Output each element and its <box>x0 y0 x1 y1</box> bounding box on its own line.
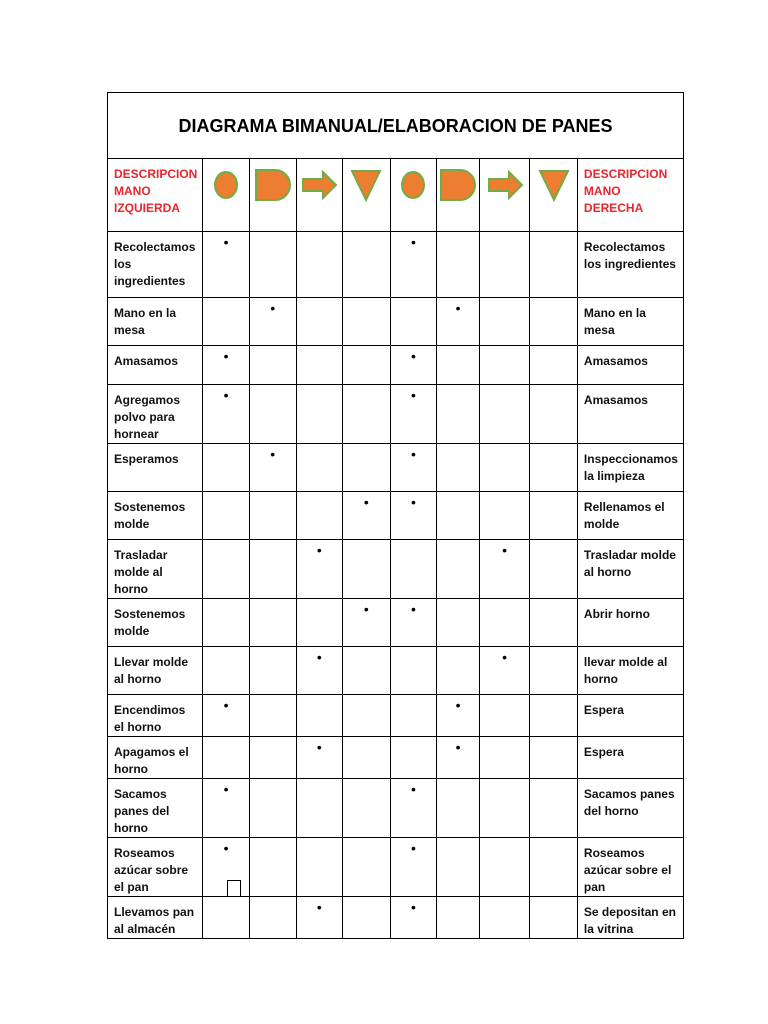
symbol-cell <box>203 346 250 385</box>
symbol-cell <box>390 737 437 779</box>
right-hand-description: Mano en la mesa <box>577 298 683 346</box>
transport-icon <box>299 167 339 203</box>
right-hand-mark: • <box>410 781 416 797</box>
symbol-cell <box>249 385 296 444</box>
symbol-cell <box>343 599 391 647</box>
symbol-cell <box>249 779 296 838</box>
storage-icon <box>534 167 574 203</box>
symbol-cell <box>530 540 578 599</box>
left-hand-description: Roseamos azúcar sobre el pan <box>108 838 203 897</box>
symbol-cell <box>296 444 343 492</box>
symbol-cell <box>203 647 250 695</box>
symbol-cell <box>390 444 437 492</box>
table-row <box>108 695 684 737</box>
right-hand-mark: • <box>410 234 416 250</box>
symbol-cell <box>249 492 296 540</box>
symbol-cell <box>437 540 480 599</box>
symbol-cell <box>343 779 391 838</box>
left-hand-header: DESCRIPCION MANO IZQUIERDA <box>108 159 203 232</box>
delay-icon <box>438 167 478 203</box>
symbol-cell <box>530 444 578 492</box>
delay-icon <box>253 167 293 203</box>
right-hand-description: Amasamos <box>577 385 683 444</box>
symbol-cell <box>203 298 250 346</box>
header-row <box>108 159 684 232</box>
symbol-cell <box>530 737 578 779</box>
symbol-cell <box>437 444 480 492</box>
right-hand-mark: • <box>410 446 416 462</box>
symbol-cell <box>203 779 250 838</box>
table-row <box>108 385 684 444</box>
symbol-cell <box>249 599 296 647</box>
symbol-cell <box>249 737 296 779</box>
symbol-cell <box>343 444 391 492</box>
symbol-cell <box>479 298 530 346</box>
right-hand-description: Amasamos <box>577 346 683 385</box>
right-hand-mark: • <box>410 840 416 856</box>
symbol-cell <box>437 897 480 939</box>
symbol-cell <box>343 232 391 298</box>
symbol-cell <box>203 492 250 540</box>
symbol-cell <box>296 897 343 939</box>
table-row <box>108 444 684 492</box>
right-hand-description: Inspeccionamos la limpieza <box>577 444 683 492</box>
left-hand-mark: • <box>270 300 276 316</box>
symbol-cell <box>390 779 437 838</box>
right-hand-mark: • <box>455 739 461 755</box>
symbol-cell <box>343 897 391 939</box>
symbol-cell <box>390 385 437 444</box>
symbol-cell <box>390 492 437 540</box>
right-hand-description: Roseamos azúcar sobre el pan <box>577 838 683 897</box>
symbol-cell <box>479 385 530 444</box>
symbol-cell <box>249 540 296 599</box>
left-hand-description: Esperamos <box>108 444 203 492</box>
left-hand-mark: • <box>363 494 369 510</box>
right-hand-header: DESCRIPCION MANO DERECHA <box>577 159 683 232</box>
left-hand-mark: • <box>316 649 322 665</box>
symbol-cell <box>479 737 530 779</box>
symbol-header-cell <box>390 159 437 232</box>
symbol-cell <box>296 779 343 838</box>
right-hand-mark: • <box>455 300 461 316</box>
right-hand-mark: • <box>502 542 508 558</box>
symbol-cell <box>530 599 578 647</box>
symbol-cell <box>479 779 530 838</box>
left-hand-description: Sostenemos molde <box>108 492 203 540</box>
symbol-cell <box>203 540 250 599</box>
symbol-cell <box>343 838 391 897</box>
left-hand-mark: • <box>363 601 369 617</box>
left-hand-mark: • <box>270 446 276 462</box>
symbol-cell <box>249 838 296 897</box>
left-hand-description: Sostenemos molde <box>108 599 203 647</box>
right-hand-description: llevar molde al horno <box>577 647 683 695</box>
symbol-cell <box>249 647 296 695</box>
symbol-cell <box>437 695 480 737</box>
symbol-cell <box>296 838 343 897</box>
symbol-cell <box>390 346 437 385</box>
symbol-cell <box>343 540 391 599</box>
right-hand-mark: • <box>410 601 416 617</box>
left-hand-mark: • <box>223 840 229 856</box>
page-title: DIAGRAMA BIMANUAL/ELABORACION DE PANES <box>107 92 684 159</box>
table-row <box>108 492 684 540</box>
symbol-cell <box>296 737 343 779</box>
symbol-cell <box>296 385 343 444</box>
symbol-cell <box>343 298 391 346</box>
left-hand-description: Llevamos pan al almacén <box>108 897 203 939</box>
left-hand-mark: • <box>223 697 229 713</box>
symbol-cell <box>390 232 437 298</box>
symbol-cell <box>343 346 391 385</box>
right-hand-mark: • <box>410 348 416 364</box>
symbol-cell <box>437 647 480 695</box>
symbol-cell <box>479 346 530 385</box>
right-hand-description: Espera <box>577 695 683 737</box>
symbol-cell <box>479 695 530 737</box>
right-hand-description: Abrir horno <box>577 599 683 647</box>
symbol-cell <box>296 647 343 695</box>
symbol-cell <box>479 838 530 897</box>
right-hand-description: Trasladar molde al horno <box>577 540 683 599</box>
symbol-header-cell <box>437 159 480 232</box>
symbol-cell <box>296 492 343 540</box>
symbol-cell <box>343 647 391 695</box>
left-hand-mark: • <box>316 899 322 915</box>
symbol-cell <box>203 232 250 298</box>
symbol-cell <box>437 838 480 897</box>
left-hand-mark: • <box>223 234 229 250</box>
symbol-cell <box>203 444 250 492</box>
symbol-cell <box>437 385 480 444</box>
table-row <box>108 737 684 779</box>
right-hand-mark: • <box>455 697 461 713</box>
document <box>107 92 684 936</box>
symbol-header-cell <box>296 159 343 232</box>
right-hand-mark: • <box>410 387 416 403</box>
left-hand-description: Trasladar molde al horno <box>108 540 203 599</box>
symbol-cell <box>343 385 391 444</box>
symbol-cell <box>390 838 437 897</box>
symbol-cell <box>390 647 437 695</box>
symbol-cell <box>530 492 578 540</box>
symbol-cell <box>249 232 296 298</box>
symbol-cell <box>530 232 578 298</box>
left-hand-mark: • <box>223 781 229 797</box>
symbol-cell <box>296 540 343 599</box>
symbol-header-cell <box>479 159 530 232</box>
left-hand-mark: • <box>316 542 322 558</box>
symbol-cell <box>530 897 578 939</box>
symbol-cell <box>479 599 530 647</box>
left-hand-mark: • <box>223 387 229 403</box>
table-row <box>108 298 684 346</box>
symbol-cell <box>296 599 343 647</box>
symbol-cell <box>530 385 578 444</box>
table-row <box>108 232 684 298</box>
symbol-cell <box>249 346 296 385</box>
left-hand-mark: • <box>316 739 322 755</box>
right-hand-mark: • <box>502 649 508 665</box>
symbol-cell <box>390 695 437 737</box>
symbol-header-cell <box>203 159 250 232</box>
symbol-cell <box>479 897 530 939</box>
table-row <box>108 838 684 897</box>
symbol-cell <box>390 897 437 939</box>
left-hand-description: Sacamos panes del horno <box>108 779 203 838</box>
symbol-cell <box>203 695 250 737</box>
symbol-cell <box>203 897 250 939</box>
symbol-cell <box>479 540 530 599</box>
symbol-cell <box>390 298 437 346</box>
table-row <box>108 647 684 695</box>
symbol-cell <box>296 298 343 346</box>
table-row <box>108 540 684 599</box>
right-hand-description: Espera <box>577 737 683 779</box>
left-hand-description: Recolectamos los ingredientes <box>108 232 203 298</box>
table-row <box>108 779 684 838</box>
symbol-cell <box>296 695 343 737</box>
left-hand-description: Agregamos polvo para hornear <box>108 385 203 444</box>
transport-icon <box>485 167 525 203</box>
symbol-cell <box>343 492 391 540</box>
right-hand-description: Se depositan en la vitrina <box>577 897 683 939</box>
symbol-cell <box>530 695 578 737</box>
storage-icon <box>346 167 386 203</box>
operation-icon <box>206 167 246 203</box>
symbol-cell <box>249 897 296 939</box>
symbol-cell <box>530 298 578 346</box>
symbol-cell <box>437 492 480 540</box>
right-hand-mark: • <box>410 899 416 915</box>
symbol-header-cell <box>530 159 578 232</box>
symbol-cell <box>437 232 480 298</box>
table-row <box>108 346 684 385</box>
symbol-cell <box>437 346 480 385</box>
right-hand-description: Rellenamos el molde <box>577 492 683 540</box>
symbol-cell <box>203 737 250 779</box>
symbol-cell <box>249 298 296 346</box>
symbol-cell <box>249 444 296 492</box>
symbol-cell <box>296 346 343 385</box>
symbol-cell <box>530 779 578 838</box>
symbol-cell <box>343 737 391 779</box>
right-hand-description: Recolectamos los ingredientes <box>577 232 683 298</box>
symbol-cell <box>203 599 250 647</box>
symbol-cell <box>437 737 480 779</box>
empty-checkbox <box>227 880 241 897</box>
symbol-cell <box>203 385 250 444</box>
left-hand-description: Amasamos <box>108 346 203 385</box>
left-hand-description: Apagamos el horno <box>108 737 203 779</box>
symbol-cell <box>479 444 530 492</box>
right-hand-description: Sacamos panes del horno <box>577 779 683 838</box>
symbol-cell <box>479 232 530 298</box>
symbol-cell <box>296 232 343 298</box>
symbol-cell <box>437 298 480 346</box>
symbol-cell <box>343 695 391 737</box>
table-row <box>108 599 684 647</box>
symbol-cell <box>249 695 296 737</box>
symbol-cell <box>390 540 437 599</box>
left-hand-description: Llevar molde al horno <box>108 647 203 695</box>
symbol-cell <box>390 599 437 647</box>
symbol-cell <box>479 647 530 695</box>
symbol-cell <box>530 647 578 695</box>
symbol-cell <box>437 599 480 647</box>
symbol-cell <box>437 779 480 838</box>
symbol-cell <box>530 346 578 385</box>
operation-icon <box>393 167 433 203</box>
symbol-cell <box>530 838 578 897</box>
left-hand-mark: • <box>223 348 229 364</box>
right-hand-mark: • <box>410 494 416 510</box>
left-hand-description: Mano en la mesa <box>108 298 203 346</box>
left-hand-description: Encendimos el horno <box>108 695 203 737</box>
symbol-header-cell <box>249 159 296 232</box>
symbol-cell <box>479 492 530 540</box>
bimanual-table <box>107 158 684 939</box>
table-row <box>108 897 684 939</box>
symbol-header-cell <box>343 159 391 232</box>
